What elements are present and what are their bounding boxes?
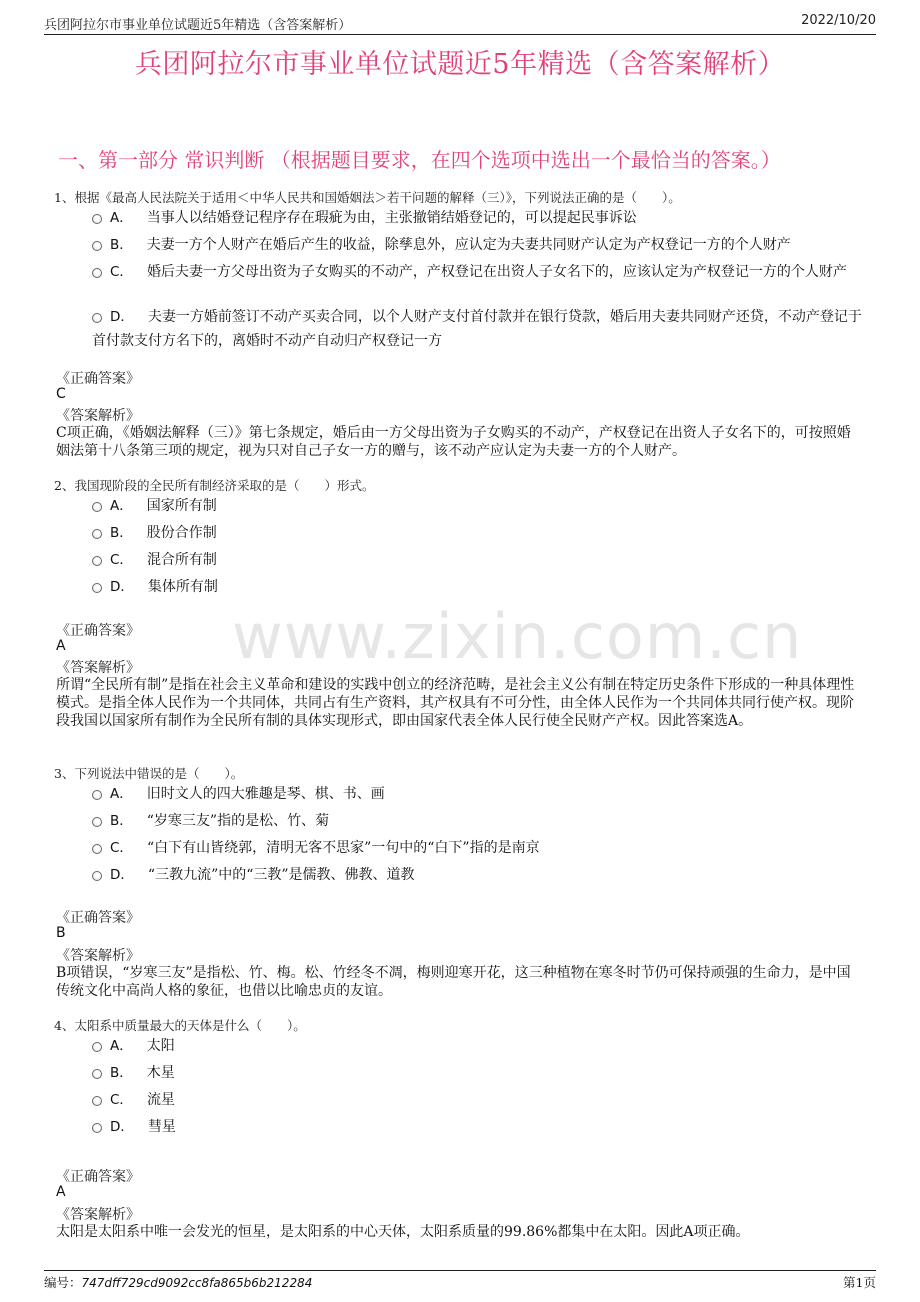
explanation-text: B项错误，“岁寒三友”是指松、竹、梅。松、竹经冬不凋，梅则迎寒开花，这三种植物在寒冬时节仍可保持顽强的生命力，是中国传统文化中高尚人格的象征，也借以比喻忠贞的友谊。 (56, 965, 851, 999)
option-d[interactable]: D． 彗星 (92, 1115, 870, 1139)
radio-icon[interactable] (92, 1042, 102, 1052)
header-date: 2022/10/20 (801, 13, 876, 28)
question-stem: 4、太阳系中质量最大的天体是什么（ ）。 (54, 1018, 306, 1033)
radio-icon[interactable] (92, 871, 102, 881)
document-title: 兵团阿拉尔市事业单位试题近5年精选（含答案解析） (134, 49, 786, 80)
radio-icon[interactable] (92, 1069, 102, 1079)
option-b[interactable]: B． 夫妻一方个人财产在婚后产生的收益，除孳息外，应认定为夫妻共同财产认定为产权登记一方的个人财产 (92, 233, 870, 257)
option-b[interactable]: B． “岁寒三友”指的是松、竹、菊 (92, 809, 870, 833)
option-c[interactable]: C． “白下有山皆绕郭，清明无客不思家”一句中的“白下”指的是南京 (92, 836, 870, 860)
option-b[interactable]: B． 股份合作制 (92, 521, 870, 545)
option-d[interactable]: D． 集体所有制 (92, 575, 870, 599)
explanation-label: 《答案解析》 (56, 1207, 140, 1223)
option-c[interactable]: C． 流星 (92, 1088, 870, 1112)
correct-answer-label: 《正确答案》 (56, 910, 140, 926)
explanation-text: 所谓“全民所有制”是指在社会主义革命和建设的实践中创立的经济范畴，是社会主义公有制在特定历史条件下形成的一种具体理性模式。是指全体人民作为一个共同体，共同占有生产资料，其产权具有不可分性，由全体人民作为一个共同体共同行使产权。现阶段我国以国家所有制作为全民所有制的具体实现形式，即由国家代表全体人民行使全民财产产权。因此答案选A。 (56, 677, 855, 729)
radio-icon[interactable] (92, 241, 102, 251)
correct-answer: C (56, 386, 66, 402)
explanation-label: 《答案解析》 (56, 660, 140, 676)
radio-icon[interactable] (92, 844, 102, 854)
radio-icon[interactable] (92, 817, 102, 827)
radio-icon[interactable] (92, 556, 102, 566)
page-number: 第1页 (843, 1275, 876, 1290)
question-stem: 2、我国现阶段的全民所有制经济采取的是（ ）形式。 (54, 478, 375, 493)
document-code: 编号：747dff729cd9092cc8fa865b6b212284 (44, 1275, 313, 1290)
page-footer (44, 1270, 876, 1293)
option-a[interactable]: A． 旧时文人的四大雅趣是琴、棋、书、画 (92, 782, 870, 806)
correct-answer-label: 《正确答案》 (56, 1169, 140, 1185)
watermark: www.zixin.com.cn (232, 600, 803, 673)
radio-icon[interactable] (92, 583, 102, 593)
explanation-label: 《答案解析》 (56, 948, 140, 964)
header-title: 兵团阿拉尔市事业单位试题近5年精选（含答案解析） (44, 18, 352, 33)
option-b[interactable]: B． 木星 (92, 1061, 870, 1085)
option-c[interactable]: C． 混合所有制 (92, 548, 870, 572)
explanation-text: 太阳是太阳系中唯一会发光的恒星，是太阳系的中心天体，太阳系质量的99.86%都集中在太阳。因此A项正确。 (56, 1224, 750, 1240)
option-a[interactable]: A． 太阳 (92, 1034, 870, 1058)
explanation-label: 《答案解析》 (56, 408, 140, 424)
explanation-text: C项正确，《婚姻法解释（三）》第七条规定，婚后由一方父母出资为子女购买的不动产，产权登记在出资人子女名下的，可按照婚姻法第十八条第三项的规定，视为只对自己子女一方的赠与，该不动产应认定为夫妻一方的个人财产。 (56, 425, 851, 459)
question-stem: 1、根据《最高人民法院关于适用＜中华人民共和国婚姻法＞若干问题的解释（三）》，下列说法正确的是（ ）。 (54, 190, 681, 205)
page-header (44, 12, 876, 35)
radio-icon[interactable] (92, 790, 102, 800)
radio-icon[interactable] (92, 268, 102, 278)
option-d[interactable]: D． “三教九流”中的“三教”是儒教、佛教、道教 (92, 863, 870, 887)
radio-icon[interactable] (92, 313, 102, 323)
correct-answer: A (56, 1184, 66, 1200)
correct-answer-label: 《正确答案》 (56, 623, 140, 639)
correct-answer: B (56, 925, 66, 941)
option-a[interactable]: A． 国家所有制 (92, 494, 870, 518)
option-d[interactable]: D． 夫妻一方婚前签订不动产买卖合同，以个人财产支付首付款并在银行贷款，婚后用夫妻共同财产还贷，不动产登记于首付款支付方名下的，离婚时不动产自动归产权登记一方 (92, 309, 862, 349)
radio-icon[interactable] (92, 1123, 102, 1133)
radio-icon[interactable] (92, 502, 102, 512)
radio-icon[interactable] (92, 214, 102, 224)
radio-icon[interactable] (92, 529, 102, 539)
question-stem: 3、下列说法中错误的是（ ）。 (54, 766, 244, 781)
section-title: 一、第一部分 常识判断 （根据题目要求，在四个选项中选出一个最恰当的答案。） (58, 148, 781, 172)
radio-icon[interactable] (92, 1096, 102, 1106)
correct-answer: A (56, 638, 66, 654)
correct-answer-label: 《正确答案》 (56, 371, 140, 387)
option-a[interactable]: A． 当事人以结婚登记程序存在瑕疵为由，主张撤销结婚登记的，可以提起民事诉讼 (92, 206, 870, 230)
option-c[interactable]: C． 婚后夫妻一方父母出资为子女购买的不动产，产权登记在出资人子女名下的，应该认定为产权登记一方的个人财产 (92, 260, 870, 284)
